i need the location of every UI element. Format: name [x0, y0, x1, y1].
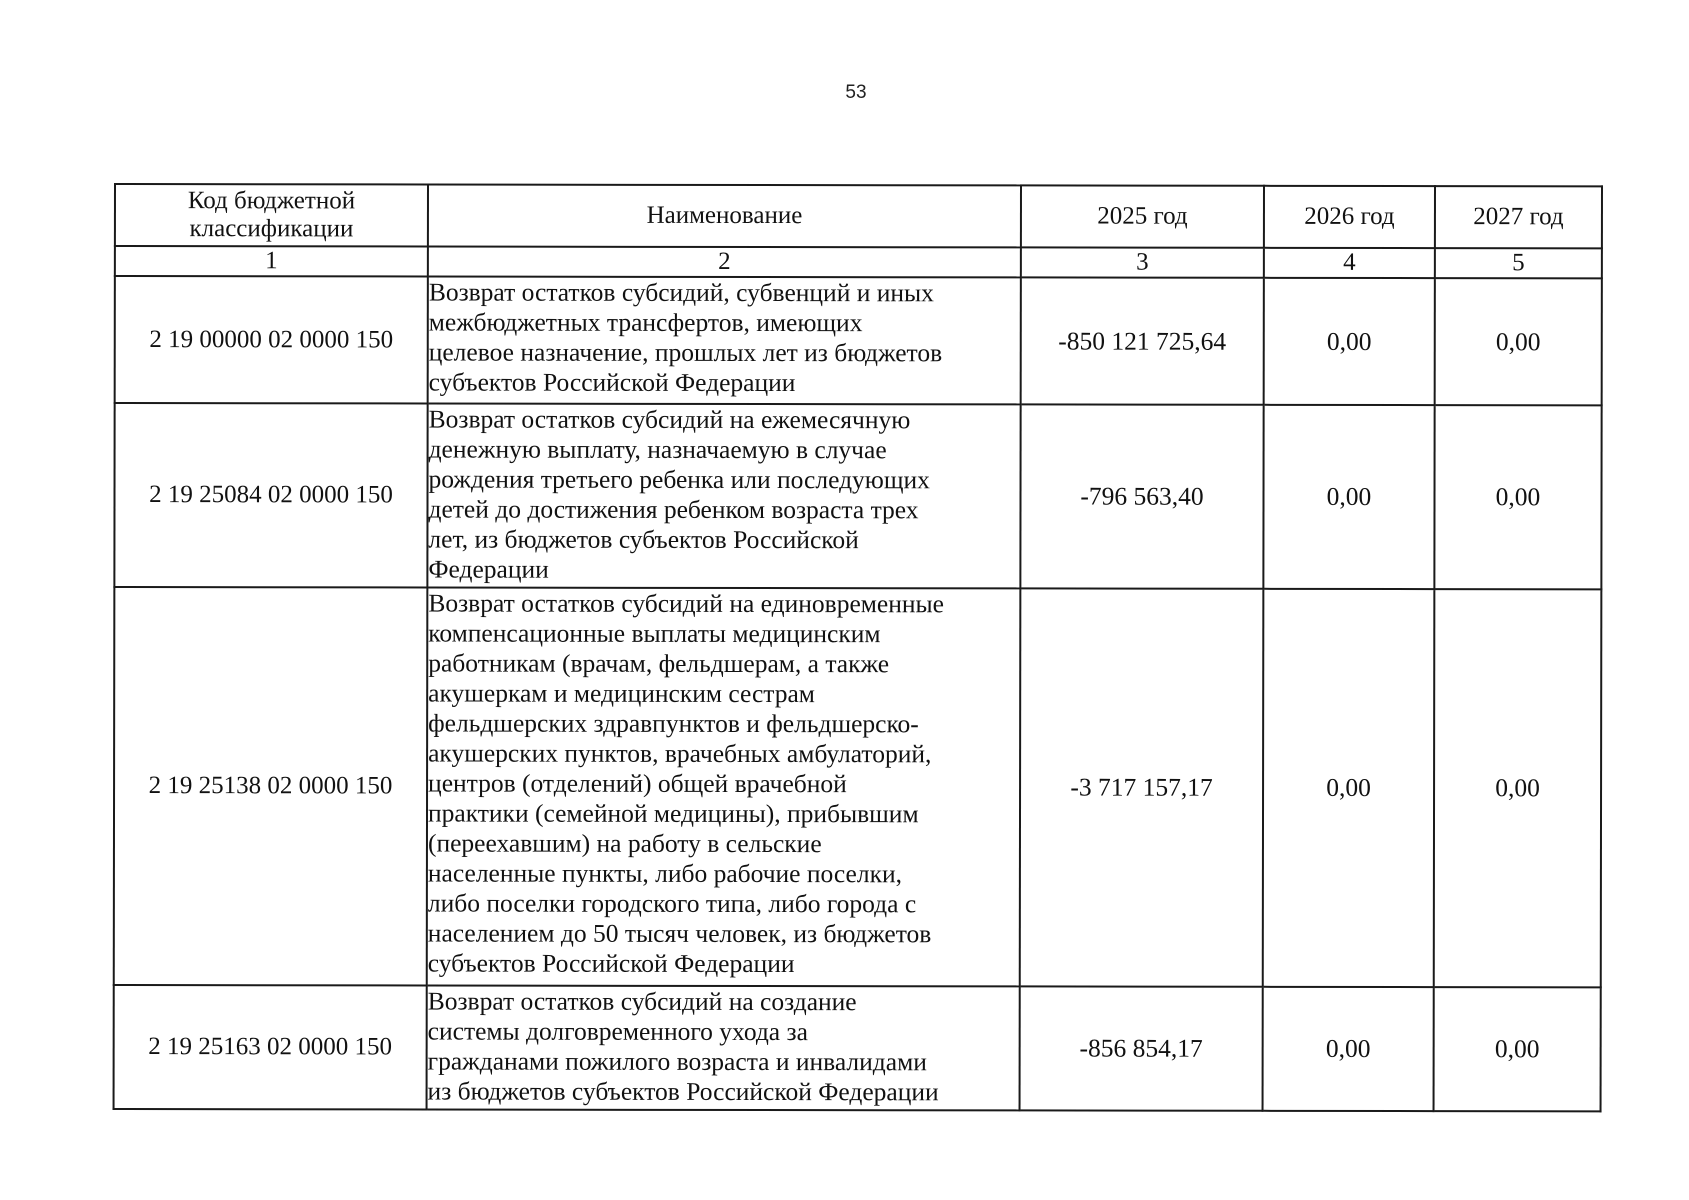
- header-2026: 2026 год: [1264, 186, 1435, 248]
- name-line: Федерации: [428, 554, 549, 584]
- name-line: рождения третьего ребенка или последующих: [428, 464, 930, 495]
- name-cell: [427, 985, 1020, 1110]
- amount-2027-cell: 0,00: [1435, 278, 1602, 405]
- table-row: [114, 587, 1602, 987]
- table-row: [114, 403, 1601, 589]
- amount-2026-cell: 0,00: [1264, 278, 1435, 405]
- budget-code-cell: 2 19 25163 02 0000 150: [114, 985, 427, 1109]
- name-line: денежную выплату, назначаемую в случае: [428, 434, 887, 465]
- column-number: 2: [428, 246, 1021, 277]
- name-line: лет, из бюджетов субъектов Российской: [428, 524, 859, 555]
- budget-code-cell: 2 19 25138 02 0000 150: [114, 587, 428, 985]
- table-header-row: [115, 184, 1602, 248]
- name-line: Возврат остатков субсидий на создание: [427, 986, 857, 1017]
- name-line: субъектов Российской Федерации: [427, 948, 795, 979]
- amount-2025-cell: -850 121 725,64: [1021, 277, 1264, 404]
- name-line: Возврат остатков субсидий, субвенций и иных: [428, 277, 934, 308]
- column-number: 1: [115, 246, 428, 276]
- name-line: гражданами пожилого возраста и инвалидами: [427, 1046, 927, 1077]
- header-2025: 2025 год: [1021, 185, 1264, 247]
- name-line: центров (отделений) общей врачебной: [428, 768, 847, 799]
- name-line: целевое назначение, прошлых лет из бюджетов: [428, 337, 943, 368]
- name-line: из бюджетов субъектов Российской Федерации: [427, 1076, 939, 1107]
- name-line: работникам (врачам, фельдшерам, а также: [428, 648, 890, 679]
- column-number: 3: [1021, 247, 1264, 277]
- name-line: межбюджетных трансфертов, имеющих: [428, 307, 863, 338]
- name-line: акушеркам и медицинским сестрам: [428, 678, 815, 709]
- budget-table: [113, 183, 1603, 1112]
- name-cell: [427, 403, 1020, 588]
- name-line: субъектов Российской Федерации: [428, 367, 796, 398]
- header-name: Наименование: [428, 184, 1021, 247]
- header-code: Код бюджетной классификации: [115, 184, 428, 246]
- name-line: детей до достижения ребенком возраста трех: [428, 494, 919, 525]
- name-line: Возврат остатков субсидий на единовременные: [428, 588, 945, 619]
- column-number-row: [115, 246, 1602, 278]
- table-row: [115, 276, 1602, 405]
- name-line: Возврат остатков субсидий на ежемесячную: [428, 404, 911, 435]
- amount-2027-cell: 0,00: [1434, 405, 1601, 589]
- name-line: компенсационные выплаты медицинским: [428, 618, 881, 649]
- name-line: либо поселки городского типа, либо города с: [427, 888, 917, 919]
- header-2027: 2027 год: [1435, 186, 1602, 248]
- amount-2027-cell: 0,00: [1434, 589, 1602, 987]
- amount-2025-cell: -796 563,40: [1020, 404, 1263, 588]
- amount-2026-cell: 0,00: [1263, 987, 1434, 1111]
- column-number: 5: [1435, 248, 1602, 278]
- amount-2026-cell: 0,00: [1263, 405, 1434, 589]
- name-line: фельдшерских здравпунктов и фельдшерско-: [428, 708, 919, 739]
- amount-2026-cell: 0,00: [1263, 589, 1435, 987]
- table-row: [114, 985, 1601, 1111]
- name-line: (переехавшим) на работу в сельские: [427, 828, 822, 859]
- column-number: 4: [1264, 248, 1435, 278]
- amount-2025-cell: -856 854,17: [1020, 986, 1263, 1110]
- name-cell: [427, 587, 1021, 986]
- name-line: системы долговременного ухода за: [427, 1016, 808, 1047]
- name-line: населением до 50 тысяч человек, из бюджетов: [427, 918, 932, 949]
- name-cell: [428, 276, 1021, 404]
- name-line: акушерских пунктов, врачебных амбулаторий,: [428, 738, 932, 769]
- name-line: практики (семейной медицины), прибывшим: [427, 798, 919, 829]
- amount-2027-cell: 0,00: [1434, 987, 1601, 1111]
- budget-code-cell: 2 19 25084 02 0000 150: [114, 403, 427, 587]
- amount-2025-cell: -3 717 157,17: [1020, 588, 1264, 986]
- page-number: 53: [845, 82, 867, 103]
- name-line: населенные пункты, либо рабочие поселки,: [427, 858, 903, 889]
- budget-code-cell: 2 19 00000 02 0000 150: [115, 276, 428, 403]
